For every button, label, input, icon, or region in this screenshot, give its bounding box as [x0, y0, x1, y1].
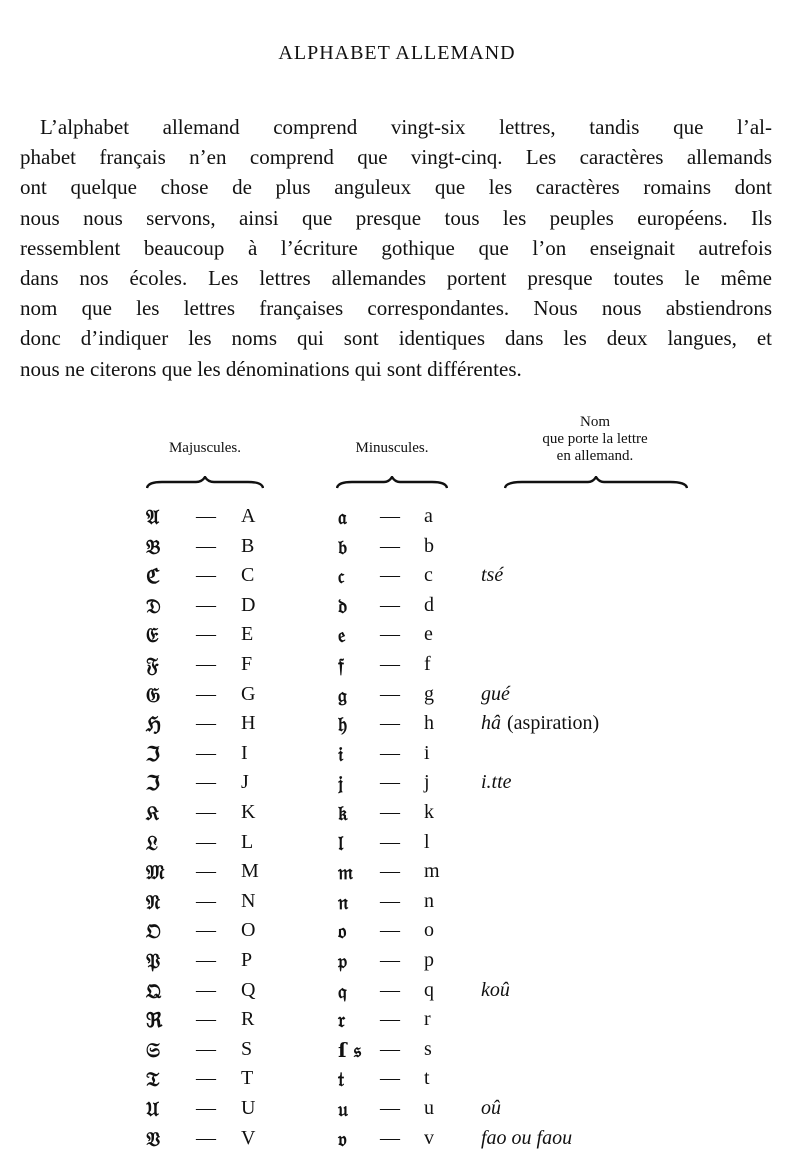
dash: — [196, 1037, 216, 1060]
dash: — [196, 505, 216, 527]
table-row [0, 979, 794, 1008]
roman-lowercase: m [424, 860, 440, 883]
roman-lowercase: s [424, 1037, 432, 1060]
fraktur-uppercase: 𝔑 [146, 889, 161, 914]
roman-uppercase: V [241, 1126, 256, 1149]
roman-uppercase: L [241, 830, 254, 853]
german-letter-name [481, 712, 599, 735]
table-row [0, 860, 794, 889]
roman-uppercase: G [241, 682, 256, 705]
roman-lowercase: t [424, 1067, 430, 1090]
paragraph-line: phabet français n’en comprend que vingt-cinq. Les caractères allemands [20, 145, 772, 170]
roman-uppercase: U [241, 1097, 256, 1119]
fraktur-lowercase: 𝔪 [338, 860, 354, 885]
german-letter-name [481, 771, 512, 794]
dash: — [380, 682, 400, 705]
roman-lowercase: g [424, 682, 434, 705]
roman-lowercase: c [424, 564, 433, 587]
roman-uppercase: Q [241, 978, 256, 1001]
table-row [0, 623, 794, 652]
brace-minuscules [336, 476, 448, 492]
header-nom-line2: que porte la lettre [542, 431, 648, 447]
table-row [0, 742, 794, 771]
fraktur-uppercase: ℌ [146, 712, 162, 737]
dash: — [380, 505, 400, 527]
roman-uppercase: J [241, 771, 249, 794]
table-row [0, 771, 794, 800]
fraktur-uppercase: 𝔘 [146, 1097, 159, 1121]
fraktur-lowercase: 𝔳 [338, 1126, 347, 1151]
dash: — [380, 1067, 400, 1090]
letter-name-text: gué [481, 682, 510, 705]
roman-lowercase: q [424, 978, 434, 1001]
roman-lowercase: e [424, 623, 433, 646]
table-row [0, 712, 794, 741]
paragraph-line: L’alphabet allemand comprend vingt-six lettres, tandis que l’al- [40, 115, 772, 139]
table-row [0, 801, 794, 830]
fraktur-uppercase: 𝔄 [146, 505, 160, 529]
german-letter-name [481, 564, 503, 587]
header-nom-line1: Nom [580, 414, 610, 430]
roman-lowercase: v [424, 1126, 434, 1149]
dash: — [196, 653, 216, 675]
roman-lowercase: f [424, 653, 431, 675]
roman-lowercase: b [424, 534, 434, 557]
dash: — [196, 712, 216, 735]
fraktur-uppercase: 𝔐 [146, 860, 165, 885]
dash: — [380, 919, 400, 942]
fraktur-lowercase: 𝔥 [338, 712, 348, 737]
fraktur-uppercase: ℭ [146, 564, 161, 589]
german-letter-name [481, 1127, 572, 1150]
letter-name-text: fao ou faou [481, 1126, 573, 1149]
dash: — [196, 771, 216, 794]
dash: — [380, 830, 400, 853]
table-row [0, 1008, 794, 1037]
letter-name-text: koû [481, 978, 510, 1001]
roman-lowercase: h [424, 712, 434, 735]
table-row [0, 919, 794, 948]
dash: — [380, 534, 400, 557]
dash: — [196, 1126, 216, 1149]
roman-uppercase: F [241, 653, 253, 675]
dash: — [380, 1126, 400, 1149]
roman-uppercase: K [241, 801, 256, 823]
paragraph-line: dans nos écoles. Les lettres allemandes portent presque toutes le même [20, 266, 772, 291]
table-row [0, 594, 794, 623]
header-minuscules: Minuscules. [355, 440, 429, 456]
dash: — [196, 593, 216, 616]
roman-uppercase: H [241, 712, 256, 735]
dash: — [196, 889, 216, 912]
header-nom-line3: en allemand. [556, 448, 634, 464]
fraktur-lowercase: 𝔧 [338, 771, 344, 796]
fraktur-uppercase: 𝔇 [146, 593, 161, 618]
fraktur-uppercase: 𝔏 [146, 830, 158, 855]
fraktur-uppercase: 𝔈 [146, 623, 159, 648]
roman-uppercase: I [241, 741, 248, 764]
paragraph-line: ont quelque chose de plus anguleux que les caractères romains dont [20, 175, 772, 200]
roman-lowercase: d [424, 593, 434, 616]
dash: — [196, 564, 216, 587]
paragraph-line: nous ne citerons que les dénominations qui sont différentes. [20, 356, 522, 381]
dash: — [380, 623, 400, 646]
fraktur-uppercase: 𝔊 [146, 682, 161, 707]
german-letter-name [481, 683, 510, 706]
paragraph-line: nous nous servons, ainsi que presque tous les peuples européens. Ils [20, 205, 772, 230]
brace-majuscules [146, 476, 264, 492]
dash: — [196, 860, 216, 883]
table-row [0, 1127, 794, 1156]
dash: — [196, 978, 216, 1001]
fraktur-lowercase: 𝔤 [338, 682, 347, 707]
dash: — [196, 682, 216, 705]
table-row [0, 564, 794, 593]
roman-lowercase: n [424, 889, 434, 912]
roman-lowercase: r [424, 1008, 431, 1031]
dash: — [380, 1097, 400, 1119]
table-row [0, 653, 794, 682]
letter-name-text: hâ [481, 712, 501, 735]
intro-paragraph [20, 112, 772, 384]
table-row [0, 890, 794, 919]
fraktur-uppercase: ℑ [146, 771, 160, 796]
german-letter-name [481, 979, 510, 1002]
dash: — [196, 1067, 216, 1090]
fraktur-uppercase: 𝔓 [146, 949, 161, 973]
fraktur-uppercase: 𝔒 [146, 919, 161, 944]
dash: — [196, 919, 216, 942]
fraktur-lowercase: 𝔡 [338, 593, 348, 618]
fraktur-lowercase: 𝔯 [338, 1008, 346, 1033]
table-row [0, 1038, 794, 1067]
roman-uppercase: O [241, 919, 256, 942]
dash: — [380, 712, 400, 735]
letter-name-note: (aspiration) [507, 712, 600, 735]
fraktur-lowercase: 𝔲 [338, 1097, 348, 1121]
fraktur-lowercase: 𝔩 [338, 830, 344, 855]
roman-uppercase: R [241, 1008, 255, 1031]
fraktur-uppercase: 𝔖 [146, 1037, 161, 1062]
dash: — [196, 801, 216, 823]
fraktur-uppercase: ℜ [146, 1008, 163, 1033]
roman-uppercase: A [241, 505, 256, 527]
fraktur-uppercase: 𝔎 [146, 801, 160, 825]
dash: — [380, 978, 400, 1001]
dash: — [380, 1008, 400, 1031]
roman-uppercase: E [241, 623, 254, 646]
dash: — [380, 949, 400, 971]
roman-uppercase: C [241, 564, 255, 587]
dash: — [380, 801, 400, 823]
dash: — [380, 1037, 400, 1060]
brace-nom [504, 476, 688, 492]
roman-lowercase: i [424, 741, 430, 764]
fraktur-uppercase: 𝔅 [146, 534, 161, 559]
roman-uppercase: T [241, 1067, 254, 1090]
letter-name-text: oû [481, 1097, 501, 1119]
fraktur-uppercase: ℑ [146, 741, 160, 766]
dash: — [196, 830, 216, 853]
page-title: ALPHABET ALLEMAND [278, 42, 516, 64]
roman-lowercase: j [424, 771, 430, 794]
dash: — [196, 741, 216, 764]
table-row [0, 505, 794, 534]
fraktur-uppercase: 𝔉 [146, 653, 159, 677]
german-letter-name [481, 1097, 501, 1120]
roman-lowercase: l [424, 830, 430, 853]
table-row [0, 1067, 794, 1096]
fraktur-lowercase: 𝔣 [338, 653, 344, 677]
table-row [0, 831, 794, 860]
fraktur-lowercase: 𝔫 [338, 889, 349, 914]
fraktur-lowercase: 𝔞 [338, 505, 347, 529]
fraktur-uppercase: 𝔙 [146, 1126, 160, 1151]
table-row [0, 1097, 794, 1126]
roman-uppercase: M [241, 860, 259, 883]
dash: — [380, 593, 400, 616]
dash: — [380, 564, 400, 587]
dash: — [196, 534, 216, 557]
roman-lowercase: o [424, 919, 434, 942]
roman-uppercase: S [241, 1037, 253, 1060]
roman-uppercase: B [241, 534, 255, 557]
roman-lowercase: u [424, 1097, 434, 1119]
roman-lowercase: p [424, 949, 434, 971]
table-row [0, 535, 794, 564]
dash: — [196, 949, 216, 971]
fraktur-lowercase: ſ 𝔰 [338, 1037, 362, 1062]
fraktur-lowercase: 𝔬 [338, 919, 347, 944]
dash: — [380, 741, 400, 764]
fraktur-lowercase: 𝔭 [338, 949, 348, 973]
fraktur-lowercase: 𝔱 [338, 1067, 345, 1092]
fraktur-lowercase: 𝔮 [338, 978, 347, 1003]
fraktur-lowercase: 𝔢 [338, 623, 346, 648]
paragraph-line: donc d’indiquer les noms qui sont identiques dans les deux langues, et [20, 326, 772, 351]
paragraph-line: ressemblent beaucoup à l’écriture gothique que l’on enseignait autrefois [20, 235, 772, 260]
header-majuscules: Majuscules. [168, 440, 242, 456]
fraktur-lowercase: 𝔨 [338, 801, 348, 825]
table-row [0, 683, 794, 712]
fraktur-lowercase: 𝔠 [338, 564, 345, 589]
dash: — [380, 889, 400, 912]
paragraph-line: nom que les lettres françaises correspondantes. Nous nous abstiendrons [20, 296, 772, 321]
roman-lowercase: k [424, 801, 434, 823]
fraktur-lowercase: 𝔟 [338, 534, 348, 559]
dash: — [380, 771, 400, 794]
dash: — [380, 653, 400, 675]
dash: — [380, 860, 400, 883]
dash: — [196, 1097, 216, 1119]
header-nom [505, 414, 685, 465]
fraktur-lowercase: 𝔦 [338, 741, 344, 766]
fraktur-uppercase: 𝔔 [146, 978, 161, 1003]
dash: — [196, 623, 216, 646]
table-row [0, 949, 794, 978]
dash: — [196, 1008, 216, 1031]
letter-name-text: i.tte [481, 771, 512, 794]
roman-lowercase: a [424, 505, 433, 527]
roman-uppercase: N [241, 889, 256, 912]
fraktur-uppercase: 𝔗 [146, 1067, 160, 1092]
roman-uppercase: D [241, 593, 256, 616]
roman-uppercase: P [241, 949, 253, 971]
letter-name-text: tsé [481, 564, 504, 587]
